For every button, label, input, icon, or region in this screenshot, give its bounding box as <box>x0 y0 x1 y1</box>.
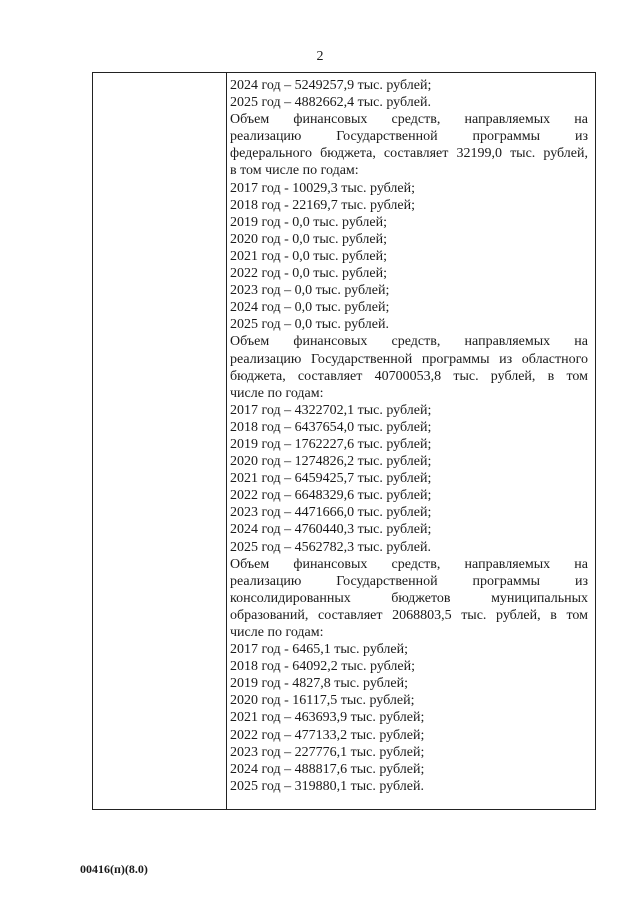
table-text-line: федерального бюджета, составляет 32199,0 тыс. рублей, <box>230 146 588 162</box>
table-text-line: 2025 год – 0,0 тыс. рублей. <box>230 317 389 333</box>
financing-table <box>92 72 596 810</box>
table-text-line: 2021 год - 0,0 тыс. рублей; <box>230 248 388 264</box>
table-text-line: 2019 год - 0,0 тыс. рублей; <box>230 214 388 230</box>
table-text-line: 2023 год – 227776,1 тыс. рублей; <box>230 744 425 760</box>
table-text-line: в том числе по годам: <box>230 163 359 179</box>
table-text-line: консолидированных бюджетов муниципальных <box>230 590 588 606</box>
table-text-line: 2025 год – 4562782,3 тыс. рублей. <box>230 539 431 555</box>
table-text-line: 2023 год – 4471666,0 тыс. рублей; <box>230 505 432 521</box>
table-text-line: 2021 год – 6459425,7 тыс. рублей; <box>230 471 432 487</box>
document-code: 00416(п)(8.0) <box>80 862 148 876</box>
table-text-line: 2025 год – 319880,1 тыс. рублей. <box>230 778 424 794</box>
table-text-line: 2020 год – 1274826,2 тыс. рублей; <box>230 454 432 470</box>
table-text-line: бюджета, составляет 40700053,8 тыс. рублей, в том <box>230 368 588 384</box>
table-text-line: 2022 год - 0,0 тыс. рублей; <box>230 266 388 282</box>
table-text-line: 2020 год - 0,0 тыс. рублей; <box>230 231 388 247</box>
table-text-line: 2023 год – 0,0 тыс. рублей; <box>230 283 390 299</box>
table-text-line: реализацию Государственной программы из <box>230 129 588 145</box>
table-text-line: 2018 год – 6437654,0 тыс. рублей; <box>230 419 432 435</box>
table-text-line: 2021 год – 463693,9 тыс. рублей; <box>230 710 425 726</box>
page-number: 2 <box>316 49 324 64</box>
table-text-line: 2025 год – 4882662,4 тыс. рублей. <box>230 95 431 111</box>
table-text-line: 2018 год - 22169,7 тыс. рублей; <box>230 197 416 213</box>
table-right-cell <box>230 77 588 795</box>
table-left-cell <box>93 73 226 809</box>
table-text-line: 2019 год - 4827,8 тыс. рублей; <box>230 676 409 692</box>
table-text-line: 2024 год – 4760440,3 тыс. рублей; <box>230 522 432 538</box>
table-text-line: 2018 год - 64092,2 тыс. рублей; <box>230 659 416 675</box>
table-text-line: 2019 год – 1762227,6 тыс. рублей; <box>230 436 432 452</box>
table-text-line: Объем финансовых средств, направляемых на <box>230 334 588 350</box>
table-text-line: 2020 год - 16117,5 тыс. рублей; <box>230 693 415 709</box>
table-text-line: Объем финансовых средств, направляемых на <box>230 112 588 128</box>
table-text-line: 2024 год – 5249257,9 тыс. рублей; <box>230 78 432 93</box>
table-text-line: реализацию Государственной программы из <box>230 573 588 589</box>
table-text-line: 2017 год - 6465,1 тыс. рублей; <box>230 642 409 658</box>
table-text-line: 2022 год – 6648329,6 тыс. рублей; <box>230 488 432 504</box>
table-text-line: образований, составляет 2068803,5 тыс. рублей, в том <box>230 607 588 623</box>
table-text-line: числе по годам: <box>230 385 324 401</box>
table-text-line: 2022 год – 477133,2 тыс. рублей; <box>230 727 425 743</box>
table-text-line: числе по годам: <box>230 625 324 640</box>
table-text-line: Объем финансовых средств, направляемых на <box>230 556 588 572</box>
table-text-line: 2017 год – 4322702,1 тыс. рублей; <box>230 402 432 418</box>
table-text-line: 2017 год - 10029,3 тыс. рублей; <box>230 180 416 196</box>
table-text-line: 2024 год – 0,0 тыс. рублей; <box>230 300 390 316</box>
column-divider <box>226 73 227 809</box>
table-text-line: 2024 год – 488817,6 тыс. рублей; <box>230 761 425 777</box>
table-text-line: реализацию Государственной программы из областного <box>230 351 588 367</box>
